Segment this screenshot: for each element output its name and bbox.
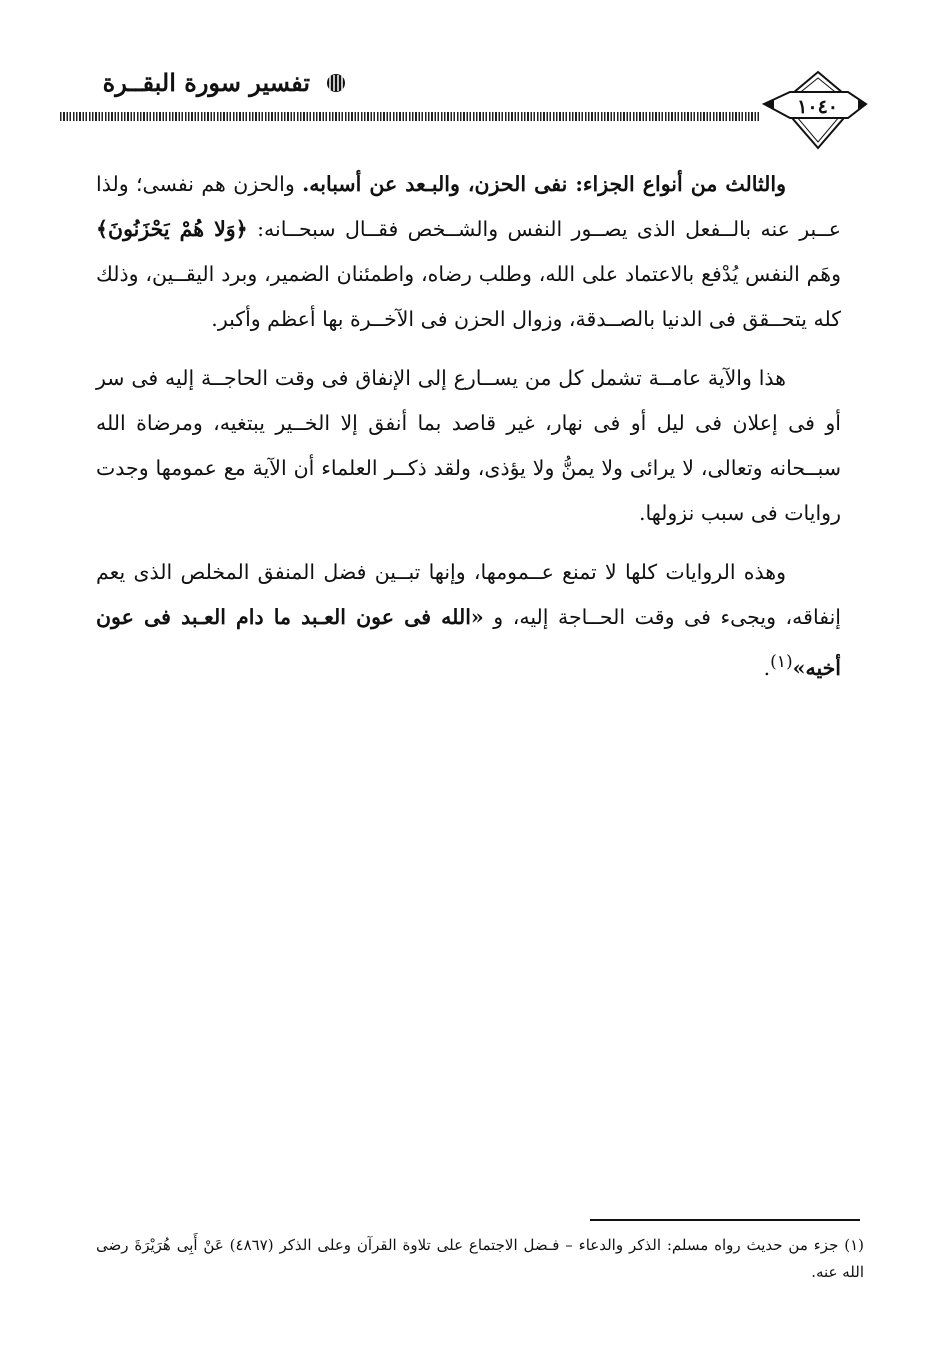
quran-quote: ﴿وَلا هُمْ يَحْزَنُونَ﴾ [96, 217, 248, 241]
ornament-icon [325, 72, 347, 94]
running-title: تفسير سورة البقــرة [102, 68, 310, 97]
page-header [60, 62, 870, 152]
paragraph-text: والحزن هم نفسى؛ ولذا عــبر عنه بالــفعل الذى يصــور النفس والشــخص فقــال سبحــانه: [96, 172, 841, 241]
paragraph-text: وهذه الروايات كلها لا تمنع عــمومها، وإنها تبــين فضل المنفق المخلص الذى يعم إنفاقه، ويجىء فى وقت الحــاجة إليه، و [96, 560, 841, 629]
header-rule [60, 112, 760, 121]
paragraph-end: . [763, 655, 771, 680]
body-text [96, 162, 841, 705]
page-number: ١٠٤٠ [797, 96, 838, 118]
footnote: (١) جزء من حديث رواه مسلم: الذكر والدعاء – فـضل الاجتماع على تلاوة القرآن وعلى الذكر (٤٨٦٧) عَنْ أَبِى هُرَيْرَةَ رضى الله عنه. [96, 1236, 864, 1281]
hadith-quote: «الله فى عون العـبد ما دام العـبد فى عون أخيه» [96, 605, 841, 680]
paragraph: هذا والآية عامــة تشمل كل من يســارع إلى الإنفاق فى وقت الحاجــة إليه فى سر أو فى إعلان فى ليل أو فى نهار، غير قاصد بما أنفق إلا الخــير يبتغيه، ومرضاة الله سبــحانه وتعالى، لا يرائى ولا يمنُّ ولا يؤذى، ولقد ذكــر العلماء أن الآية مع عمومها وجدت روايات فى سبب نزولها. [96, 366, 841, 525]
paragraph [96, 550, 841, 691]
footnote-ref[interactable]: (١) [770, 652, 793, 672]
paragraph-text: وهَم النفس يُدْفع بالاعتماد على الله، وطلب رضاه، واطمئنان الضمير، وبرد اليقــين، وذلك كله يتحــقق فى الدنيا بالصــدقة، وزوال الحزن فى الآخــرة بها أعظم وأكبر. [96, 262, 841, 331]
paragraph [96, 162, 841, 342]
footnote-separator [590, 1219, 860, 1221]
section-lead: والثالث من أنواع الجزاء: نفى الحزن، والبـعد عن أسبابه. [302, 172, 787, 196]
